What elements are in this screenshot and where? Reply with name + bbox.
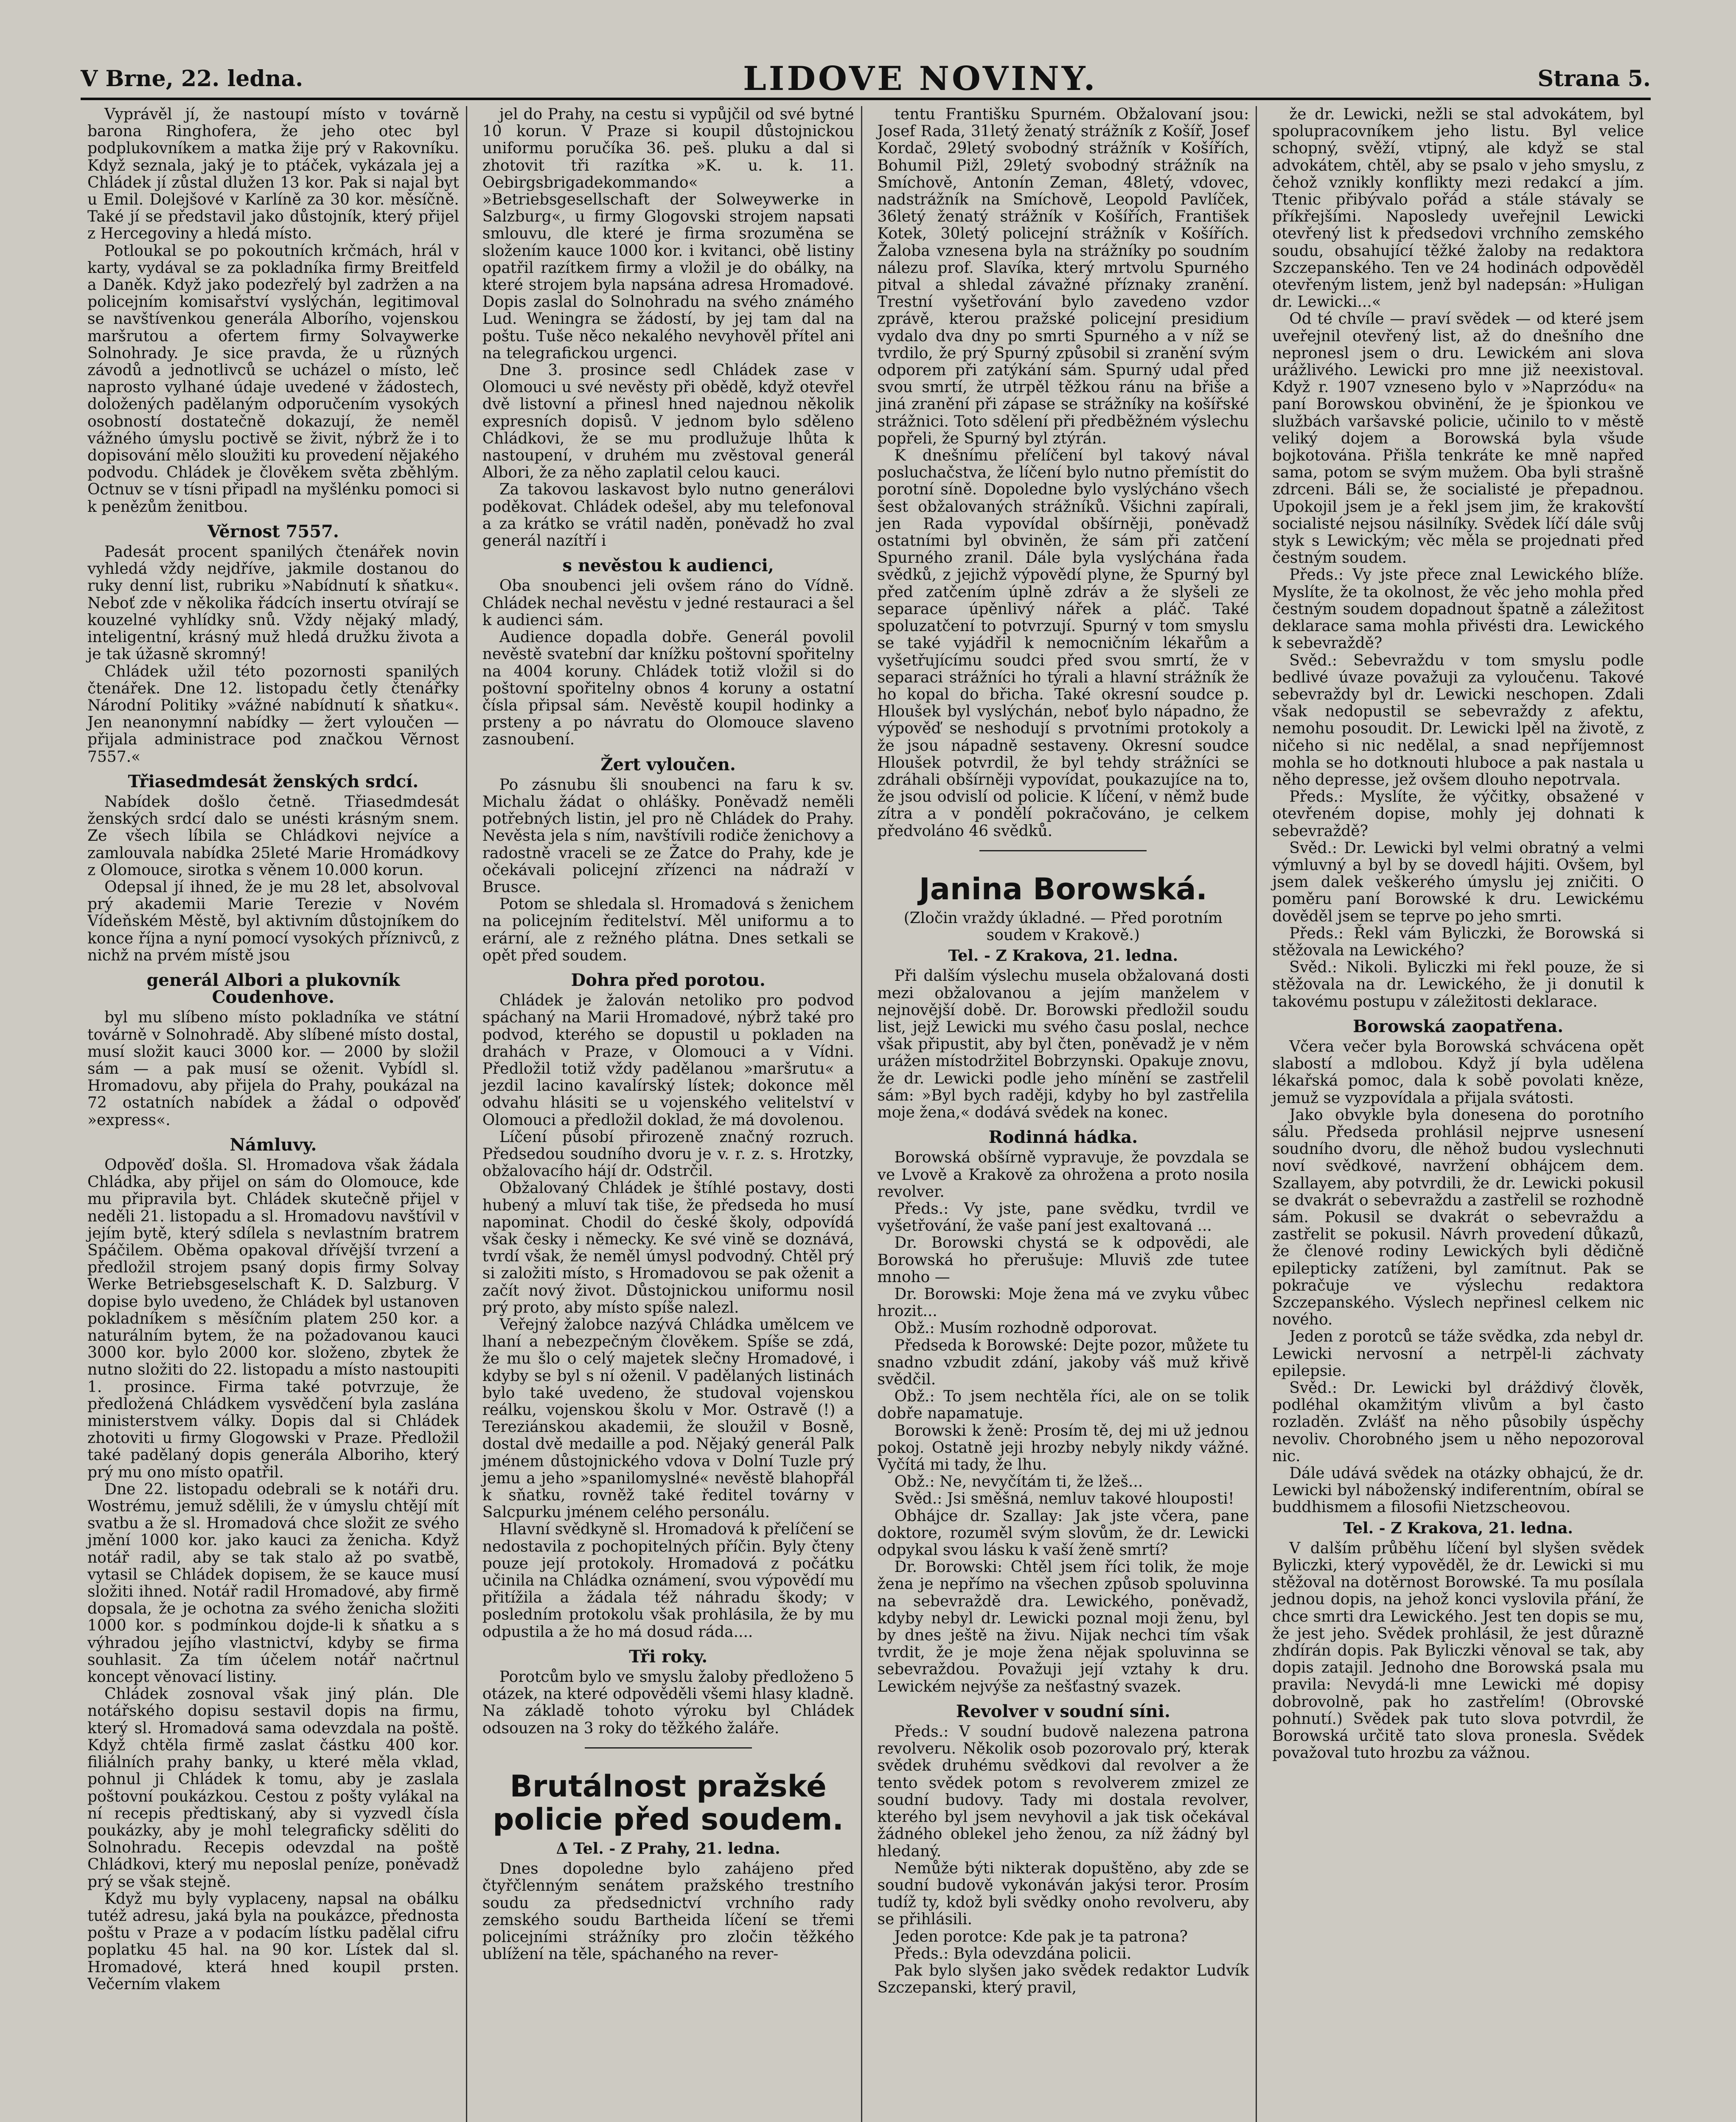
paragraph: Dr. Borowski: Moje žena má ve zvyku vůbec hrozit... <box>877 1286 1249 1320</box>
paragraph: Obžalovaný Chládek je štíhlé postavy, dosti hubený a mluví tak tiše, že předseda ho musí napominat. Chodil do české školy, odpovídá však česky i německy. Ke své vině se doznává, tvrdí však, že neměl úmysl podvodný. Chtěl prý si založiti místo, s Hromadovou se pak oženit a začít nový život. Důstojnickou uniformu nosil prý proto, aby místo spíše nalezl. <box>482 1179 854 1316</box>
subheading: s nevěstou k audienci, <box>562 556 774 576</box>
page-number: Strana 5. <box>1537 65 1651 92</box>
subheading: Věrnost 7557. <box>207 521 339 542</box>
column-2 <box>476 106 862 2122</box>
paragraph: Chládek zosnoval však jiný plán. Dle notářského dopisu sestavil dopis na firmu, který sl. Hromadová sama odevzdala na poště. Když chtěla firmě zaslat částku 400 kor. filiálních prahy banky, u které měla vklad, pohnul ji Chládek k tomu, aby je zaslala poštovní poukázkou. Cestou z pošty vylákal na ní recepis předtiskaný, aby si vyzvedl čísla poukázky, aby je mohl telegraficky sděliti do Solnohradu. Recepis odevzdal na poště Chládkovi, který mu neposlal peníze, poněvadž prý se však stejně. <box>87 1685 459 1891</box>
paragraph: Včera večer byla Borowská schvácena opět slabostí a mdlobou. Když jí byla udělena lékařská pomoc, dala k sobě povolati kněze, jemuž se vyzpovídala a přijala svátosti. <box>1272 1038 1644 1107</box>
divider <box>979 850 1147 851</box>
paragraph: Hlavní svědkyně sl. Hromadová k přelíčení se nedostavila z pochopitelných příčin. Byly čteny pouze její protokoly. Hromadová z počátku učinila na Chládka oznámení, svou výpovědí mu přitížila a žádala též náhradu škody; v posledním protokolu však prohlásila, že by mu odpustila a že ho má dosud ráda.... <box>482 1521 854 1641</box>
paragraph: Když mu byly vyplaceny, napsal na obálku tutéž adresu, jaká byla na poukázce, přednosta poštu v Praze a v podacím lístku padělal cifru poplatku 45 hal. na 90 kor. Lístek dal sl. Hromadové, která hned koupil prsten. Večerním vlakem <box>87 1890 459 1993</box>
paragraph: Borowská obšírně vypravuje, že povzdala se ve Lvově a Krakově za ohrožena a proto nosila revolver. <box>877 1149 1249 1201</box>
paragraph: Předseda k Borowské: Dejte pozor, můžete tu snadno vzbudit zdání, jakoby váš muž křivě svědčil. <box>877 1336 1249 1389</box>
paragraph: Svěd.: Dr. Lewicki byl dráždivý člověk, podléhal okamžitým vlivům a byl často rozladěn. Zvlášť na něho působily úspěchy nevoliv. Chorobného jsem u něho nepozoroval nic. <box>1272 1379 1644 1465</box>
paragraph: Předs.: Vy jste, pane svědku, tvrdil ve vyšetřování, že vaše paní jest exaltovaná ... <box>877 1200 1249 1235</box>
paragraph: Chládek je žalován netoliko pro podvod spáchaný na Marii Hromadové, nýbrž také pro podvod, kterého se dopustil u pokladen na drahách v Praze, v Olomouci a v Vídni. Předložil totiž vždy padělanou »maršrutu« a jezdil lacino kavalírský lístek; dokonce měl odvahu hlásiti se u vojenského velitelství v Olomouci a předložil doklad, že má dovolenou. <box>482 992 854 1129</box>
paragraph: Dne 22. listopadu odebrali se k notáři dru. Wostrému, jemuž sdělili, že v úmyslu chtějí mít svatbu a že sl. Hromadová chce složit ze svého jmění 1000 kor. jako kauci za ženicha. Když notář radil, aby se tak stalo až po svatbě, vytasil se Chládek dopisem, že se kauce musí složiti ihned. Notář radil Hromadové, aby firmě dopsala, že je ochotna za svého ženicha složiti 1000 kor. s podmínkou dojde-li k sňatku a s výhradou jejího vlastnictví, kdyby se firma souhlasit. Za tím účelem notář načrtnul koncept věnovací listiny. <box>87 1480 459 1686</box>
paragraph: V dalším průběhu líčení byl slyšen svědek Byliczki, který vypověděl, že dr. Lewicki si mu stěžoval na dotěrnost Borowské. Ta mu posílala jednou dopis, na jehož konci vyslovila přání, že chce smrti dra Lewického. Jest ten dopis se mu, že jest jeho. Svědek prohlásil, že jest důrazně zhdírán dopis. Pak Byliczki věnoval se tak, aby dopis zatajil. Jednoho dne Borowská psala mu pravila: Nevydá-li mne Lewicki mé dopisy dobrovolně, pak ho zastřelím! (Obrovské pohnutí.) Svědek pak tuto slova potvrdil, že Borowská určitě tato slova pronesla. Svědek považoval tuto hrozbu za vážnou. <box>1272 1539 1644 1762</box>
masthead: LIDOVE NOVINY. <box>743 59 1098 98</box>
paragraph: Svěd.: Nikoli. Byliczki mi řekl pouze, že si stěžovala na dr. Lewického, že ji donutil k takovému postupu v záležitosti deklarace. <box>1272 959 1644 1010</box>
paragraph: Veřejný žalobce nazývá Chládka umělcem ve lhaní a nebezpečným člověkem. Spíše se zdá, že mu šlo o celý majetek slečny Hromadové, i kdyby se byl s ní oženil. V padělaných listinách bylo také uvedeno, že studoval vojenskou reálku, vojenskou školu v Mor. Ostravě (!) a Tereziánskou akademii, že sloužil v Bosně, dostal dvě medaille a pod. Nějaký generál Palk jménem důstojnického vdova v Dolní Tuzle prý jemu a jeho »spanilomyslné« nevěstě blahopřál k sňatku, rovněž také ředitel továrny v Salcpurku jménem celého personálu. <box>482 1316 854 1521</box>
paragraph: Předs.: Řekl vám Byliczki, že Borowská si stěžovala na Lewického? <box>1272 924 1644 959</box>
subheading: Dohra před porotou. <box>571 970 766 990</box>
paragraph: Předs.: Vy jste přece znal Lewického blíže. Myslíte, že ta okolnost, že věc jeho mohla před čestným soudem dopadnout špatně a záležitost deklarace sama mohla přivésti dra. Lewického k sebevraždě? <box>1272 566 1644 652</box>
paragraph: Audience dopadla dobře. Generál povolil nevěstě svatební dar knížku poštovní spořitelny na 4004 koruny. Chládek totiž vložil si do poštovní spořitelny obnos 4 koruny a ostatní čísla připsal sám. Nevěstě koupil hodinky a prsteny a po návratu do Olomouce slaveno zasnoubení. <box>482 629 854 749</box>
column-1 <box>81 106 467 2122</box>
paragraph: jel do Prahy, na cestu si vypůjčil od své bytné 10 korun. V Praze si koupil důstojnickou uniformu poručíka 36. peš. pluku a dal si zhotovit tři razítka »K. u. k. 11. Oebirgsbrigadekommando« a »Betriebsgesellschaft der Solweywerke in Salzburg«, u firmy Glogovski strojem napsati smlouvu, dle které je firma srozuměna se složením kauce 1000 kor. i kvitanci, obě listiny opatřil razítkem firmy a vložil je do obálky, na které strojem byla napsána adresa Hromadové. Dopis zaslal do Solnohradu na svého známého Lud. Weningra se žádostí, by jej tam dal na poštu. Tuše něco nekalého nevyhověl přítel ani na telegrafickou urgenci. <box>482 106 854 362</box>
columns <box>81 106 1651 2122</box>
subheading: Žert vyloučen. <box>600 754 736 775</box>
subheading: Třiasedmdesát ženských srdcí. <box>128 771 419 792</box>
paragraph: Padesát procent spanilých čtenářek novin vyhledá vždy nejdříve, jakmile dostanou do ruky denní list, rubriku »Nabídnutí k sňatku«. Neboť zde v několika řádcích insertu otvírají se kouzelné vyhlídky snů. Vždy nějaký mladý, inteligentní, krásný muž hledá družku života a je tak úžasně skromný! <box>87 543 459 663</box>
paragraph: Potloukal se po pokoutních krčmách, hrál v karty, vydával se za pokladníka firmy Breitfeld a Daněk. Když jako podezřelý byl zadržen a na policejním komisařství vyslýchán, legitimoval se navštívenkou generála Alborího, vojenskou maršrutou a ofertem firmy Solvaywerke Solnohrady. Je sice pravda, že u různých závodů a jednotlivců se ucházel o místo, leč naprosto vylhané údaje uvedené v žádostech, doložených padělaným odporučením vysokých osobností dostatečně dokazují, že neměl vážného úmyslu poctivě se živit, nýbrž že i to dopisování mělo sloužiti ku provedení nějakého podvodu. Chládek je člověkem světa zběhlým. Octnuv se v tísni připadl na myšlénku pomoci si k penězům ženitbou. <box>87 242 459 516</box>
paragraph: Svěd.: Dr. Lewicki byl velmi obratný a velmi výmluvný a byl by se dovedl hájiti. Ovšem, byl jsem dalek veškerého úmyslu jej zničiti. O poměru paní Borowské k dru. Lewickému dověděl jsem se teprve po jeho smrti. <box>1272 839 1644 925</box>
paragraph: Nemůže býti nikterak dopuštěno, aby zde se soudní budově vykonáván jakýsi teror. Prosím tudíž ty, kdož byli svědky onoho revolveru, aby se přihlásili. <box>877 1859 1249 1928</box>
paragraph: Obž.: To jsem nechtěla říci, ale on se tolik dobře napamatuje. <box>877 1388 1249 1423</box>
paragraph: Obž.: Musím rozhodně odporovat. <box>894 1319 1158 1337</box>
paragraph: Líčení působí přirozeně značný rozruch. Předsedou soudního dvoru je v. r. z. s. Hrotzky, obžalovacího hájí dr. Odstrčil. <box>482 1128 854 1180</box>
paragraph: Svěd.: Sebevraždu v tom smyslu podle bedlivé úvaze považuji za vyloučenu. Takové sebevraždy byl dr. Lewicki neschopen. Zdali však nedopustil se sebevraždy z afektu, nemohu posoudit. Dr. Lewicki lpěl na životě, z ničeho si nic nedělal, a snad nepříjemnost mohla se ho dotknouti hluboce a pak nastala u něho depresse, jež ovšem dlouho nepotrvala. <box>1272 651 1644 789</box>
paragraph: Při dalším výslechu musela obžalovaná dosti mezi obžalovanou a jejím manželem v nejnovější době. Dr. Borowski předložil soudu list, jejž Lewicki mu svého času poslal, nechce však připustit, aby byl čten, poněvadž je v něm urážen místodržitel Bobrzynski. Opakuje znovu, že dr. Lewicki podle jeho mínění se zastřelil sám: »Byl bych raději, kdyby ho byl zastřelila moje žena,« dodává svědek na konec. <box>877 967 1249 1121</box>
paragraph: Pak bylo slyšen jako svědek redaktor Ludvík Szczepanski, který pravil, <box>877 1962 1249 1997</box>
dateline: Δ Tel. - Z Prahy, 21. ledna. <box>556 1839 780 1858</box>
paragraph: Porotcům bylo ve smyslu žaloby předloženo 5 otázek, na které odpověděli všemi hlasy kladně. Na základě tohoto výroku byl Chládek odsouzen na 3 roky do těžkého žaláře. <box>482 1668 854 1737</box>
dateline: Tel. - Z Krakova, 21. ledna. <box>1343 1519 1573 1537</box>
paragraph: Dr. Borowski: Chtěl jsem říci tolik, že moje žena je nepřímo na všechen způsob spoluvinna na sebevraždě dra. Lewického, poněvadž, kdyby nebyl dr. Lewicki poznal moji ženu, byl by dnes ještě na živu. Nijak nechci tím však tvrdit, že je moje žena nějak spoluvinna se sebevraždou. Považuji její vztahy k dru. Lewickém nejvýše za nešťastný svazek. <box>877 1558 1249 1695</box>
subheading: generál Albori a plukovník Coudenhove. <box>146 970 400 1008</box>
paragraph: tentu Františku Spurném. Obžalovaní jsou: Josef Rada, 31letý ženatý strážník z Košíř, Josef Kordač, 29letý svobodný strážník v Košířích, Bohumil Pižl, 29letý svobodný strážník na Smíchově, Antonín Zeman, 48letý, vdovec, nadstrážník na Smíchově, Leopold Pavlíček, 36letý ženatý strážník v Košířích, František Kotek, 30letý policejní strážník v Košířích. Žaloba vznesena byla na strážníky po soudním nálezu prof. Slavíka, který mrtvolu Spurného pitval a shledal závažné příznaky zranění. Trestní vyšetřování bylo zavedeno vzdor zprávě, kterou pražské policejní presidium vydalo dva dny po smrti Spurného a v níž se tvrdilo, že prý Spurný způsobil si zranění svým odporem při zatýkání sám. Spurný udal před svou smrtí, že utrpěl těžkou ránu na břiše a jiná zranění při zápase se strážníky na košířské strážnici. Toto sdělení při předběžném výslechu popřeli, že Spurný byl ztýrán. <box>877 106 1249 447</box>
article-headline: Janina Borowská. <box>919 871 1208 907</box>
divider <box>585 1747 752 1749</box>
paragraph: Borowski k ženě: Prosím tě, dej mi už jednou pokoj. Ostatně jeji hrozby nebyly nikdy vážné. Vyčítá mi tady, že lhu. <box>877 1422 1249 1474</box>
paragraph: Předs.: Myslíte, že výčitky, obsažené v otevřeném dopise, mohly jej dohnati k sebevraždě? <box>1272 788 1644 840</box>
subheading: Revolver v soudní síni. <box>956 1701 1170 1721</box>
paragraph: Odpověď došla. Sl. Hromadova však žádala Chládka, aby přijel on sám do Olomouce, kde mu připravila byt. Chládek skutečně přijel v neděli 21. listopadu a sl. Hromadovu navštívil v jejím bytě, který sdílela s nevlastním bratrem Spáčilem. Oběma opakoval dřívější tvrzení a předložil strojem psaný dopis firmy Solvay Werke Betriebsgeselschaft K. D. Salzburg. V dopise bylo uvedeno, že Chládek byl ustanoven pokladníkem s měsíčním platem 250 kor. a naturálním bytem, že na požadovanou kauci 3000 kor. bylo 2000 kor. složeno, zbytek že nutno složiti do 22. listopadu a místo nastoupiti 1. prosince. Firma také potvrzuje, že předložená Chládkem vysvědčení byla zaslána ministerstvem války. Dopis dal si Chládek zhotoviti u firmy Glogowski v Praze. Předložil také padělaný dopis generála Alboriho, který prý mu ono místo opatřil. <box>87 1156 459 1481</box>
subheading: Námluvy. <box>230 1134 317 1155</box>
paragraph: Obž.: Ne, nevyčítám ti, že lžeš... <box>894 1473 1143 1491</box>
paragraph: Jeden porotce: Kde pak je ta patrona? <box>894 1928 1188 1945</box>
paragraph: Vyprávěl jí, že nastoupí místo v továrně barona Ringhofera, že jeho otec byl podplukovníkem a matka žije prý v Rakovníku. Když seznala, jaký je to ptáček, vykázala jej a Chládek jí zůstal dlužen 13 kor. Pak si najal byt u Emil. Dolejšové v Karlíně za 30 kor. měsíčně. Také jí se představil jako důstojník, který přijel z Hercegoviny a hledá místo. <box>87 106 459 243</box>
paragraph: Předs.: V soudní budově nalezena patrona revolveru. Několik osob pozorovalo prý, kterak svědek druhému svědkovi dal revolver a že tento svědek potom s revolverem zmizel ze soudní budovy. Tady mi dostala revolver, kterého byl jsem nevyhovil a jak tisk očekával žádného oblekel jeho ženou, za níž žádný byl hledaný. <box>877 1723 1249 1860</box>
paragraph: Chládek užil této pozornosti spanilých čtenářek. Dne 12. listopadu četly čtenářky Národní Politiky »vážné nabídnutí k sňatku«. Jen neanonymní nabídky — žert vyloučen — přijala administrace pod značkou Věrnost 7557.« <box>87 662 459 766</box>
paragraph: Předs.: Byla odevzdána policii. <box>894 1945 1132 1962</box>
paragraph: Oba snoubenci jeli ovšem ráno do Vídně. Chládek nechal nevěstu v jedné restauraci a šel k audienci sám. <box>482 577 854 629</box>
subheading: Borowská zaopatřena. <box>1353 1016 1564 1036</box>
paragraph: K dnešnímu přelíčení byl takový nával posluchačstva, že líčení bylo nutno přemístit do porotní síně. Dopoledne bylo vyslýcháno všech šest obžalovaných strážníků. Všichni zapírali, jen Rada vypovídal obšírněji, poněvadž ostatními byl obviněn, že sám při zatčení Spurného zranil. Dále byla vyslýchána řada svědků, z jejichž výpovědí plyne, že Spurný byl před zatčením úplně zdráv a že slyšeli ze separace úpěnlivý nářek a pláč. Také spoluzatčení to potvrzují. Spurný v tom smyslu se také vyjádřil k nemocničním lékařům a vyšetřujícímu soudci před svou smrtí, že v separaci strážníci ho týrali a hlavní strážník že ho kopal do břicha. Také okresní soudce p. Hloušek byl vyslýchán, neboť bylo nápadno, že výpověď se neshodují s prvotními protokoly a že jsou nápadně sestaveny. Okresní soudce Hloušek potvrdil, že byl tehdy strážníci se zdráhali obšírněji vypovídat, poukazujíce na to, že jsou odvislí od policie. K líčení, v němž bude zítra a v pondělí pokračováno, je celkem předvoláno 46 svědků. <box>877 447 1249 840</box>
paragraph: Od té chvíle — praví svědek — od které jsem uveřejnil otevřený list, až do dnešního dne nepronesl jsem o dru. Lewickém ani slova urážlivého. Lewicki pro mne již neexistoval. Když r. 1907 vzneseno bylo v »Naprzódu« na paní Borowskou obvinění, že je špionkou ve službách varšavské policie, učinilo to v městě veliký dojem a Borowská byla všude bojkotována. Přišla tenkráte ke mně napřed sama, potom se svým mužem. Oba byli strašně zdrceni. Báli se, že socialisté je přepadnou. Upokojil jsem je a řekl jsem jim, že krakovští socialisté nejsou násilníky. Svědek líčí dále svůj styk s Lewickým; věc měla se projednati před čestným soudem. <box>1272 310 1644 567</box>
dateline: Tel. - Z Krakova, 21. ledna. <box>948 947 1178 965</box>
paragraph: byl mu slíbeno místo pokladníka ve státní továrně v Solnohradě. Aby slíbené místo dostal, musí složit kauci 3000 kor. — 2000 by složil sám — a pak musí se oženit. Vybídl sl. Hromadovu, aby přijela do Prahy, poukázal na 72 ostatních nabídek a žádal o odpověď »express«. <box>87 1009 459 1129</box>
column-3 <box>871 106 1257 2122</box>
header-date: V Brne, 22. ledna. <box>81 65 303 92</box>
paragraph: Obhájce dr. Szallay: Jak jste včera, pane doktore, rozuměl svým slovům, že dr. Lewicki odpykal svou lásku k vaší ženě smrtí? <box>877 1507 1249 1559</box>
paragraph: Odepsal jí ihned, že je mu 28 let, absolvoval prý akademii Marie Terezie v Novém Vídeňském Městě, byl aktivním důstojníkem do konce října a nyní pomocí vysokých příznivců, z nichž na prvém místě jsou <box>87 878 459 964</box>
subheading: Tři roky. <box>629 1646 708 1667</box>
paragraph: Jako obvykle byla donesena do porotního sálu. Předseda prohlásil nejprve usnesení soudního dvoru, dle něhož budou vyslechnuti noví svědkové, navržení obhájcem dem. Szallayem, aby potvrdili, že dr. Lewicki pokusil se dvakrát o sebevraždu a zastřelil se rozhodně sám. Pokusil se dvakrát o sebevraždu a zastřelit se pokusil. Návrh provedení důkazů, že členové rodiny Lewických byli dědičně epilepticky zatíženi, byl zamítnut. Pak se pokračuje ve výslechu redaktora Szczepanského. Výslech nepřinesl celkem nic nového. <box>1272 1106 1644 1329</box>
paragraph: Jeden z porotců se táže svědka, zda nebyl dr. Lewicki nervosní a netrpěl-li záchvaty epilepsie. <box>1272 1328 1644 1380</box>
paragraph: Za takovou laskavost bylo nutno generálovi poděkovat. Chládek odešel, aby mu telefonoval a za krátko se vrátil naděn, poněvadž ho zval generál nazítří i <box>482 481 854 550</box>
paragraph: Po zásnubu šli snoubenci na faru k sv. Michalu žádat o ohlášky. Poněvadž neměli potřebných listin, jel pro ně Chládek do Prahy. Nevěsta jela s ním, navštívili rodiče ženichovy a radostně vraceli se ze Žatce do Prahy, kde je očekávali policejní zřízenci na nádraží v Brusce. <box>482 776 854 896</box>
subheading: Rodinná hádka. <box>988 1127 1138 1148</box>
column-4 <box>1265 106 1651 2122</box>
paragraph: že dr. Lewicki, nežli se stal advokátem, byl spolupracovníkem jeho listu. Byl velice schopný, svěží, vtipný, ale když se stal advokátem, chtěl, aby se psalo v jeho smyslu, z čehož vznikly konflikty mezi redakcí a jím. Ttenic přibývalo pořád a stále stávaly se příkřejšími. Naposledy uveřejnil Lewicki otevřený list k předsedovi vrchního zemského soudu, obsahující těžké žaloby na redaktora Szczepanského. Ten ve 24 hodinách odpověděl otevřeným listem, jenž byl nadepsán: »Huligan dr. Lewicki...« <box>1272 106 1644 311</box>
paragraph: Dále udává svědek na otázky obhajcú, že dr. Lewicki byl náboženský indiferentním, obíral se buddhismem a filosofii Nietzscheovou. <box>1272 1465 1644 1516</box>
article-subtitle: (Zločin vraždy úkladné. — Před porotním soudem v Krakově.) <box>903 909 1223 944</box>
page-header <box>81 59 1651 100</box>
paragraph: Dr. Borowski chystá se k odpovědi, ale Borowská ho přerušuje: Mluviš zde tutee mnoho — <box>877 1234 1249 1286</box>
paragraph: Potom se shledala sl. Hromadová s ženichem na policejním ředitelství. Měl uniformu a to erární, ale z režného plátna. Dnes setkali se opět před soudem. <box>482 895 854 964</box>
article-headline: Brutálnost pražské policie před soudem. <box>493 1768 844 1837</box>
paragraph: Nabídek došlo četně. Třiasedmdesát ženských srdcí dalo se unésti krásným snem. Ze všech líbila se Chládkovi nejvíce a zamlouvala nabídka 25leté Marie Hromádkovy z Olomouce, sirotka s věnem 10.000 korun. <box>87 793 459 879</box>
paragraph: Svěd.: Jsi směšná, nemluv takové hlouposti! <box>894 1490 1234 1508</box>
paragraph: Dnes dopoledne bylo zahájeno před čtyřčlenným senátem pražského trestního soudu za předsednictví vrchního rady zemského soudu Bartheida líčení se třemi policejními strážníky pro zločin těžkého ublížení na těle, spáchaného na rever- <box>482 1860 854 1963</box>
paragraph: Dne 3. prosince sedl Chládek zase v Olomouci u své nevěsty při obědě, když otevřel dvě listovní a přinesl hned najednou několik expresních dopisů. V jednom bylo sděleno Chládkovi, že se mu prodlužuje lhůta k nastoupení, v druhém mu zvěstoval generál Albori, že za něho zaplatil celou kauci. <box>482 362 854 482</box>
